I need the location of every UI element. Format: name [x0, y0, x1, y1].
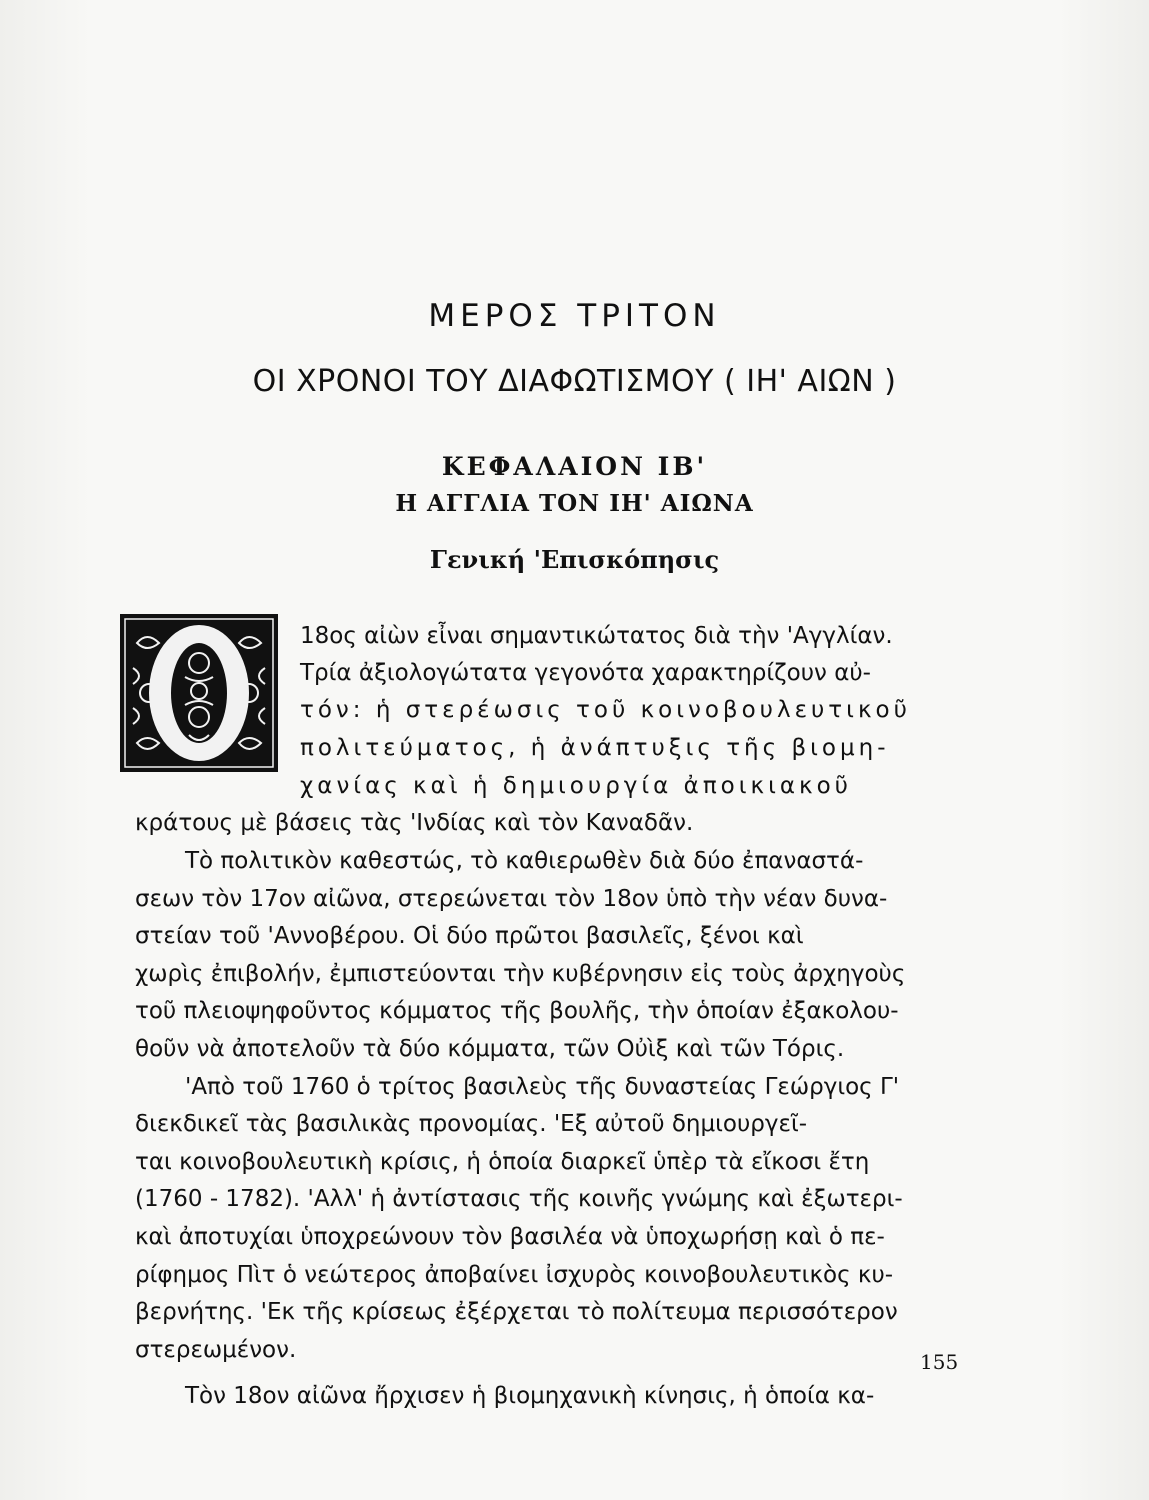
text-line: στείαν τοῦ 'Αννοβέρου. Οἱ δύο πρῶτοι βασιλεῖς, ξένοι καὶ: [135, 923, 804, 949]
text-line: κράτους μὲ βάσεις τὰς 'Ινδίας καὶ τὸν Καναδᾶν.: [135, 810, 694, 836]
text-line: ρίφημος Πὶτ ὁ νεώτερος ἀποβαίνει ἰσχυρὸς κοινοβουλευτικὸς κυ-: [135, 1262, 894, 1288]
text-line: (1760 - 1782). 'Αλλ' ἡ ἀντίστασις τῆς κοινῆς γνώμης καὶ ἐξωτερι-: [135, 1186, 903, 1212]
text-line: καὶ ἀποτυχίαι ὑποχρεώνουν τὸν βασιλέα νὰ ὑποχωρήσῃ καὶ ὁ πε-: [135, 1224, 885, 1250]
section-title: Γενική 'Επισκόπησις: [429, 545, 720, 574]
text-line: ται κοινοβουλευτικὴ κρίσις, ἡ ὁποία διαρκεῖ ὑπὲρ τὰ εἴκοσι ἔτη: [135, 1149, 870, 1175]
text-line: βερνήτης. 'Εκ τῆς κρίσεως ἐξέρχεται τὸ πολίτευμα περισσότερον: [135, 1299, 898, 1325]
text-line: 18ος αἰὼν εἶναι σημαντικώτατος διὰ τὴν 'Αγγλίαν.: [300, 623, 893, 649]
text-line: 'Απὸ τοῦ 1760 ὁ τρίτος βασιλεὺς τῆς δυναστείας Γεώργιος Γ': [185, 1074, 900, 1100]
text-line: Τὸν 18ον αἰῶνα ἤρχισεν ἡ βιομηχανικὴ κίνησις, ἡ ὁποία κα-: [185, 1383, 875, 1409]
chapter-number: ΚΕΦΑΛΑΙΟΝ ΙΒ': [441, 452, 708, 481]
page-number: 155: [920, 1350, 959, 1374]
text-line: τόν: ἡ στερέωσις τοῦ κοινοβουλευτικοῦ: [300, 697, 911, 723]
part-title: ΜΕΡΟΣ ΤΡΙΤΟΝ: [428, 298, 721, 334]
ornamental-initial: [119, 613, 279, 773]
text-line: σεων τὸν 17ον αἰῶνα, στερεώνεται τὸν 18ον ὑπὸ τὴν νέαν δυνα-: [135, 886, 888, 912]
part-subtitle: ΟΙ ΧΡΟΝΟΙ ΤΟΥ ΔΙΑΦΩΤΙΣΜΟΥ ( ΙΗ' ΑΙΩΝ ): [252, 364, 897, 399]
text-line: χανίας καὶ ἡ δημιουργία ἀποικιακοῦ: [300, 773, 852, 799]
text-line: τοῦ πλειοψηφοῦντος κόμματος τῆς βουλῆς, τὴν ὁποίαν ἐξακολου-: [135, 998, 899, 1024]
text-line: θοῦν νὰ ἀποτελοῦν τὰ δύο κόμματα, τῶν Οὐὶξ καὶ τῶν Τόρις.: [135, 1036, 845, 1062]
text-line: Τρία ἀξιολογώτατα γεγονότα χαρακτηρίζουν αὐ-: [300, 660, 871, 686]
chapter-title: Η ΑΓΓΛΙΑ ΤΟΝ ΙΗ' ΑΙΩΝΑ: [395, 490, 754, 517]
text-line: πολιτεύματος, ἡ ἀνάπτυξις τῆς βιομη-: [300, 735, 890, 761]
text-line: στερεωμένον.: [135, 1337, 297, 1363]
text-line: χωρὶς ἐπιβολήν, ἐμπιστεύονται τὴν κυβέρνησιν εἰς τοὺς ἀρχηγοὺς: [135, 961, 906, 987]
text-line: διεκδικεῖ τὰς βασιλικὰς προνομίας. 'Εξ αὐτοῦ δημιουργεῖ-: [135, 1111, 808, 1137]
text-line: Τὸ πολιτικὸν καθεστώς, τὸ καθιερωθὲν διὰ δύο ἐπαναστά-: [185, 848, 864, 874]
